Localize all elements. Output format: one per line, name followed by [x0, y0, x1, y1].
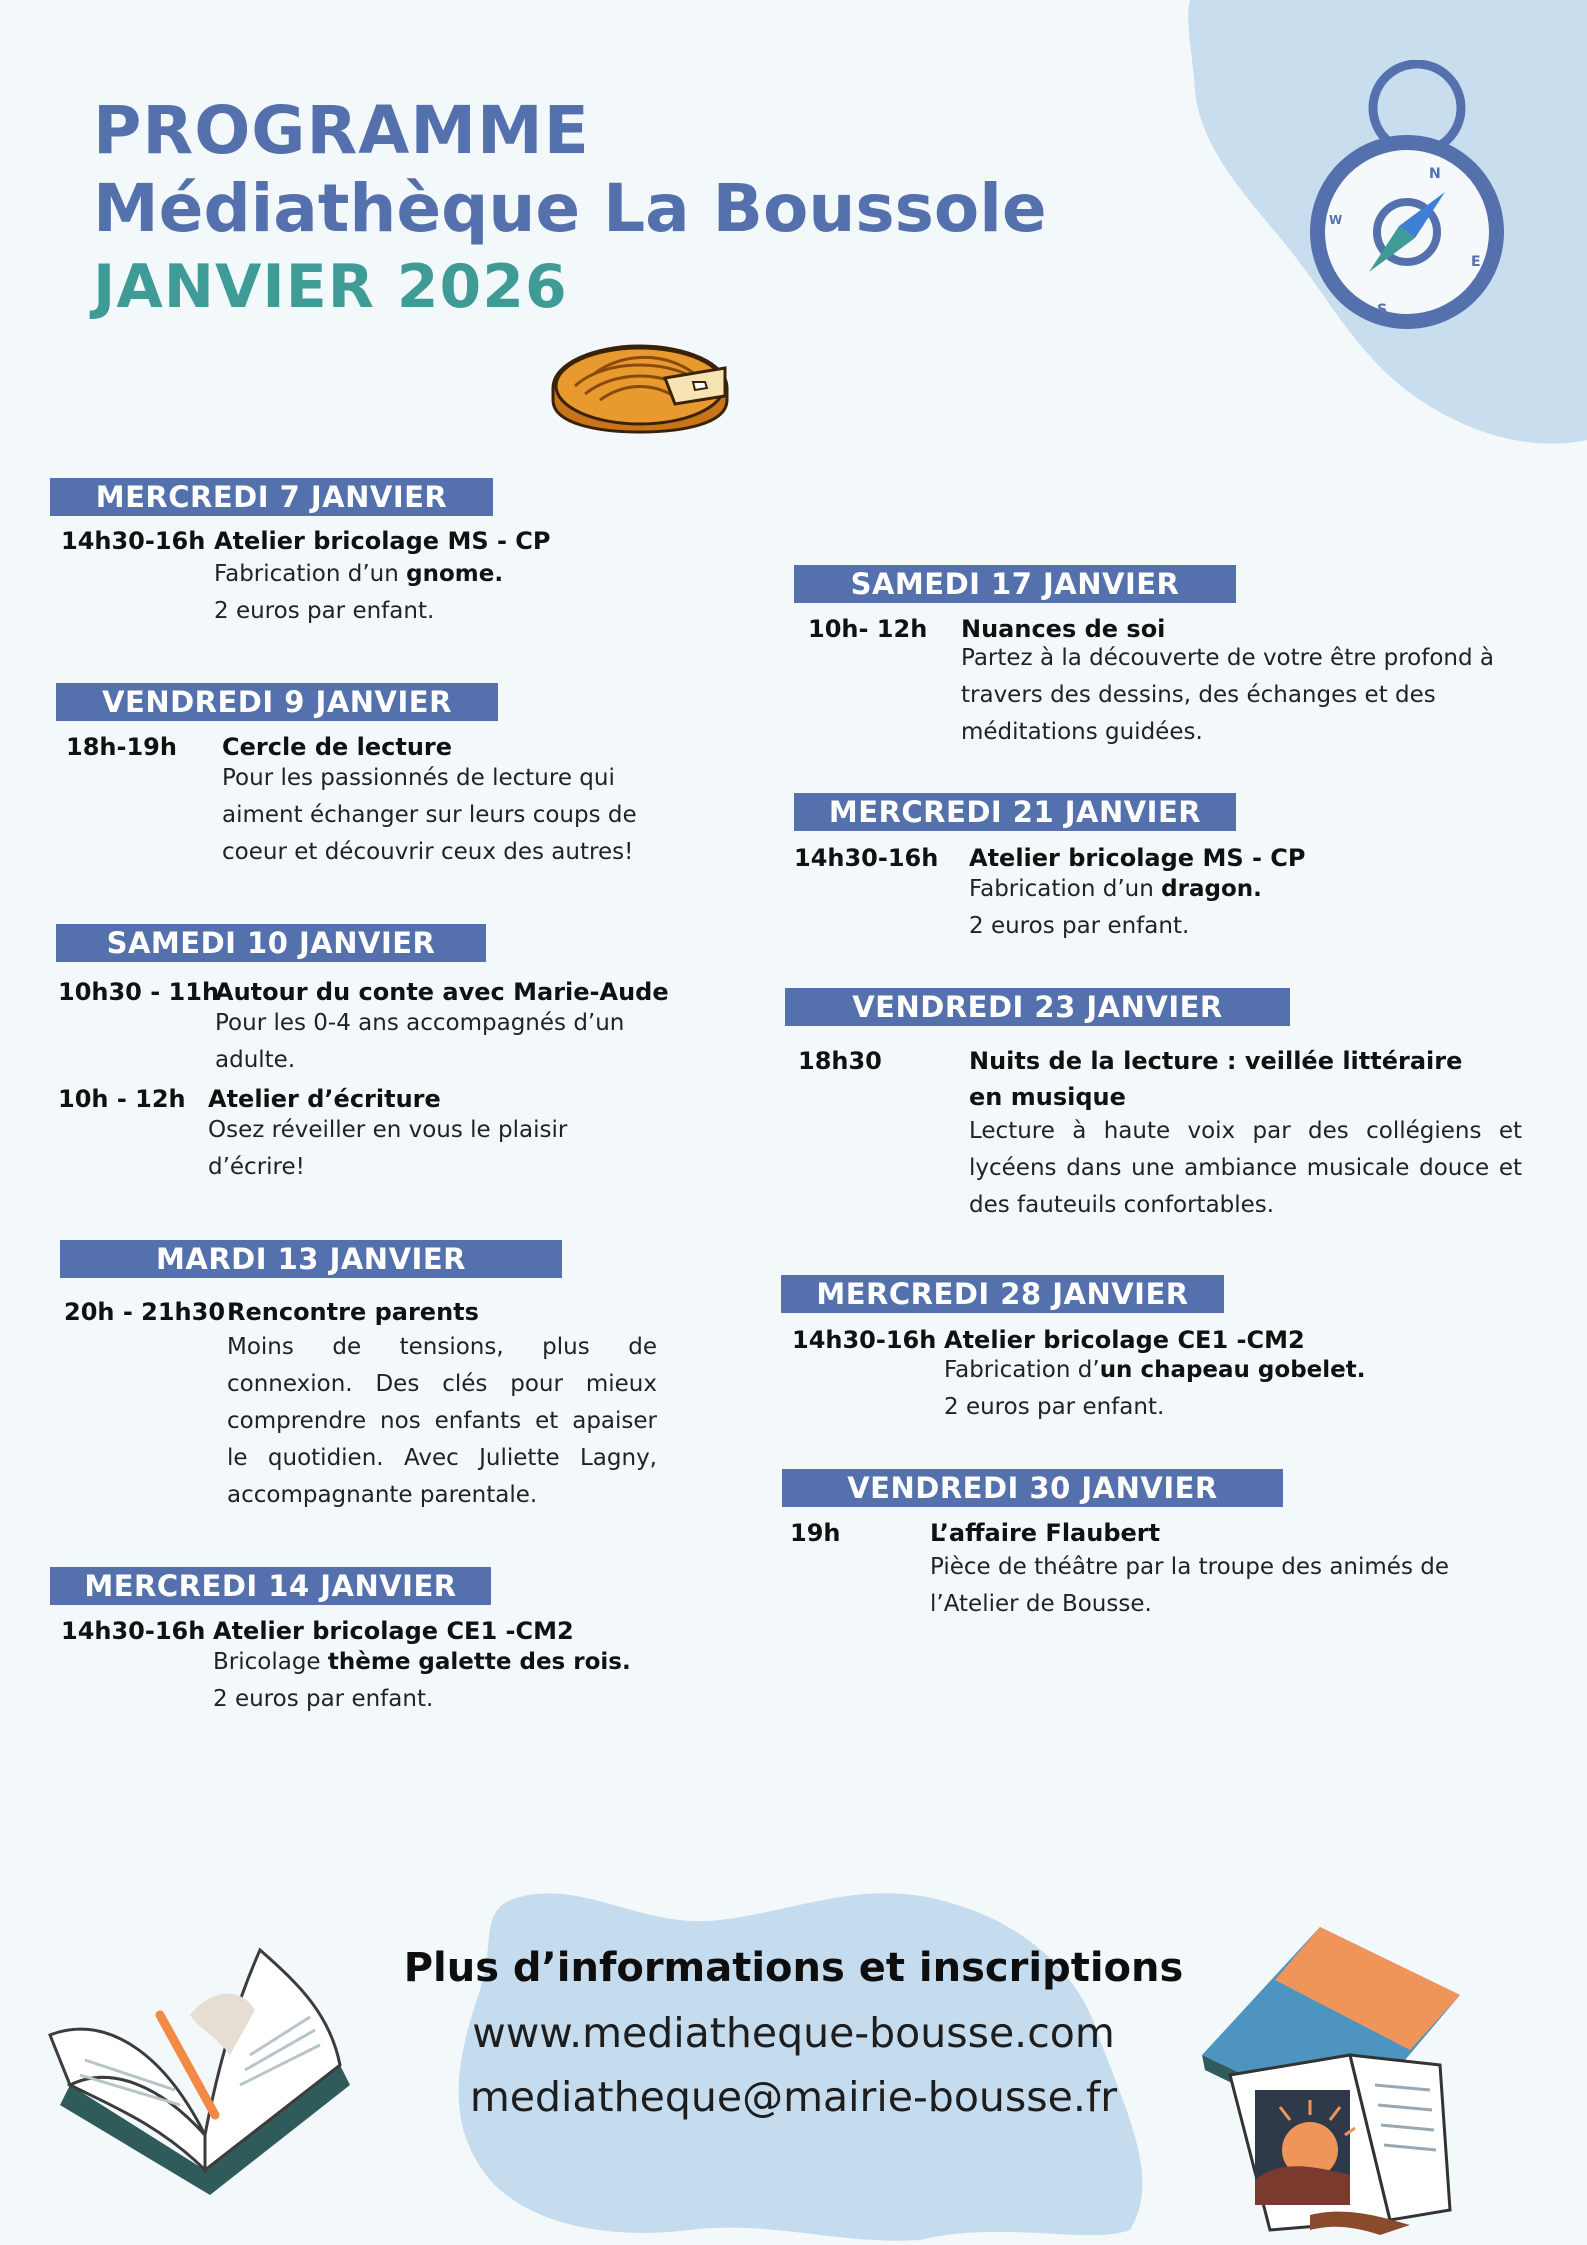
- event-time: 14h30-16h: [61, 1617, 206, 1645]
- compass-letter-w: W: [1329, 213, 1343, 227]
- open-book-icon: [40, 1935, 360, 2205]
- event-title: Atelier bricolage CE1 -CM2: [944, 1326, 1305, 1354]
- event-time: 19h: [790, 1519, 841, 1547]
- compass-letter-s: S: [1377, 302, 1388, 318]
- title-month: JANVIER 2026: [93, 252, 568, 322]
- compass-icon: [1295, 60, 1515, 350]
- books-icon: [1200, 1925, 1470, 2235]
- footer-email[interactable]: mediatheque@mairie-bousse.fr: [469, 2073, 1118, 2121]
- event-description: Lecture à haute voix par des collégiens et lycéens dans une ambiance musicale douce et des fauteuils confortables.: [969, 1118, 1522, 1218]
- event-description: Fabrication d’un dragon. 2 euros par enfant.: [969, 876, 1262, 939]
- footer-title: Plus d’informations et inscriptions: [403, 1945, 1184, 1991]
- event-time: 14h30-16h: [61, 527, 206, 555]
- event-title-line2: en musique: [969, 1083, 1126, 1111]
- event-description: Pour les passionnés de lecture qui aiment échanger sur leurs coups de coeur et découvrir ceux des autres!: [222, 765, 637, 865]
- event-description: Pour les 0-4 ans accompagnés d’un adulte.: [215, 1010, 625, 1073]
- event-title: Atelier bricolage MS - CP: [214, 527, 551, 555]
- day-bar: VENDREDI 9 JANVIER: [56, 683, 498, 721]
- day-bar: MERCREDI 21 JANVIER: [794, 793, 1236, 831]
- day-bar: SAMEDI 10 JANVIER: [56, 924, 486, 962]
- footer-blob: [440, 1880, 1160, 2245]
- event-title: Atelier bricolage CE1 -CM2: [213, 1617, 574, 1645]
- event-title: Atelier bricolage MS - CP: [969, 844, 1306, 872]
- event-description: Fabrication d’un gnome. 2 euros par enfant.: [214, 561, 504, 624]
- event-time: 10h30 - 11h: [58, 978, 220, 1006]
- event-title-2: Atelier d’écriture: [208, 1085, 441, 1113]
- footer-website[interactable]: www.mediatheque-bousse.com: [472, 2009, 1115, 2057]
- event-description: Moins de tensions, plus de connexion. Des clés pour mieux comprendre nos enfants et apaiser le quotidien. Avec Juliette Lagny, accompagnante parentale.: [227, 1334, 657, 1508]
- day-bar: MARDI 13 JANVIER: [60, 1240, 562, 1278]
- title-programme: PROGRAMME: [93, 92, 590, 169]
- event-time: 14h30-16h: [792, 1326, 937, 1354]
- galette-icon: [545, 338, 735, 438]
- compass-letter-e: E: [1471, 254, 1481, 270]
- title-library-name: Médiathèque La Boussole: [93, 170, 1047, 247]
- event-title: Cercle de lecture: [222, 733, 453, 761]
- event-title: Nuits de la lecture : veillée littéraire: [969, 1047, 1463, 1075]
- day-bar: VENDREDI 30 JANVIER: [782, 1469, 1283, 1507]
- day-bar: MERCREDI 28 JANVIER: [781, 1275, 1224, 1313]
- event-description: Pièce de théâtre par la troupe des animés de l’Atelier de Bousse.: [930, 1554, 1449, 1617]
- event-time: 18h30: [798, 1047, 882, 1075]
- event-time: 18h-19h: [66, 733, 177, 761]
- event-title: Nuances de soi: [961, 615, 1166, 643]
- event-time: 14h30-16h: [794, 844, 939, 872]
- event-time: 20h - 21h30: [64, 1298, 226, 1326]
- day-bar: SAMEDI 17 JANVIER: [794, 565, 1236, 603]
- event-time: 10h- 12h: [808, 615, 928, 643]
- event-title: Autour du conte avec Marie-Aude: [215, 978, 669, 1006]
- event-description: Fabrication d’un chapeau gobelet. 2 euros par enfant.: [944, 1357, 1366, 1420]
- event-description-2: Osez réveiller en vous le plaisir d’écrire!: [208, 1117, 568, 1180]
- day-bar: MERCREDI 7 JANVIER: [50, 478, 493, 516]
- event-time-2: 10h - 12h: [58, 1085, 186, 1113]
- event-description: Bricolage thème galette des rois. 2 euros par enfant.: [213, 1649, 631, 1712]
- event-description: Partez à la découverte de votre être profond à travers des dessins, des échanges et des méditations guidées.: [961, 645, 1495, 745]
- day-bar: MERCREDI 14 JANVIER: [50, 1567, 491, 1605]
- event-title: Rencontre parents: [227, 1298, 479, 1326]
- day-bar: VENDREDI 23 JANVIER: [785, 988, 1290, 1026]
- event-title: L’affaire Flaubert: [930, 1519, 1161, 1547]
- compass-letter-n: N: [1429, 166, 1441, 182]
